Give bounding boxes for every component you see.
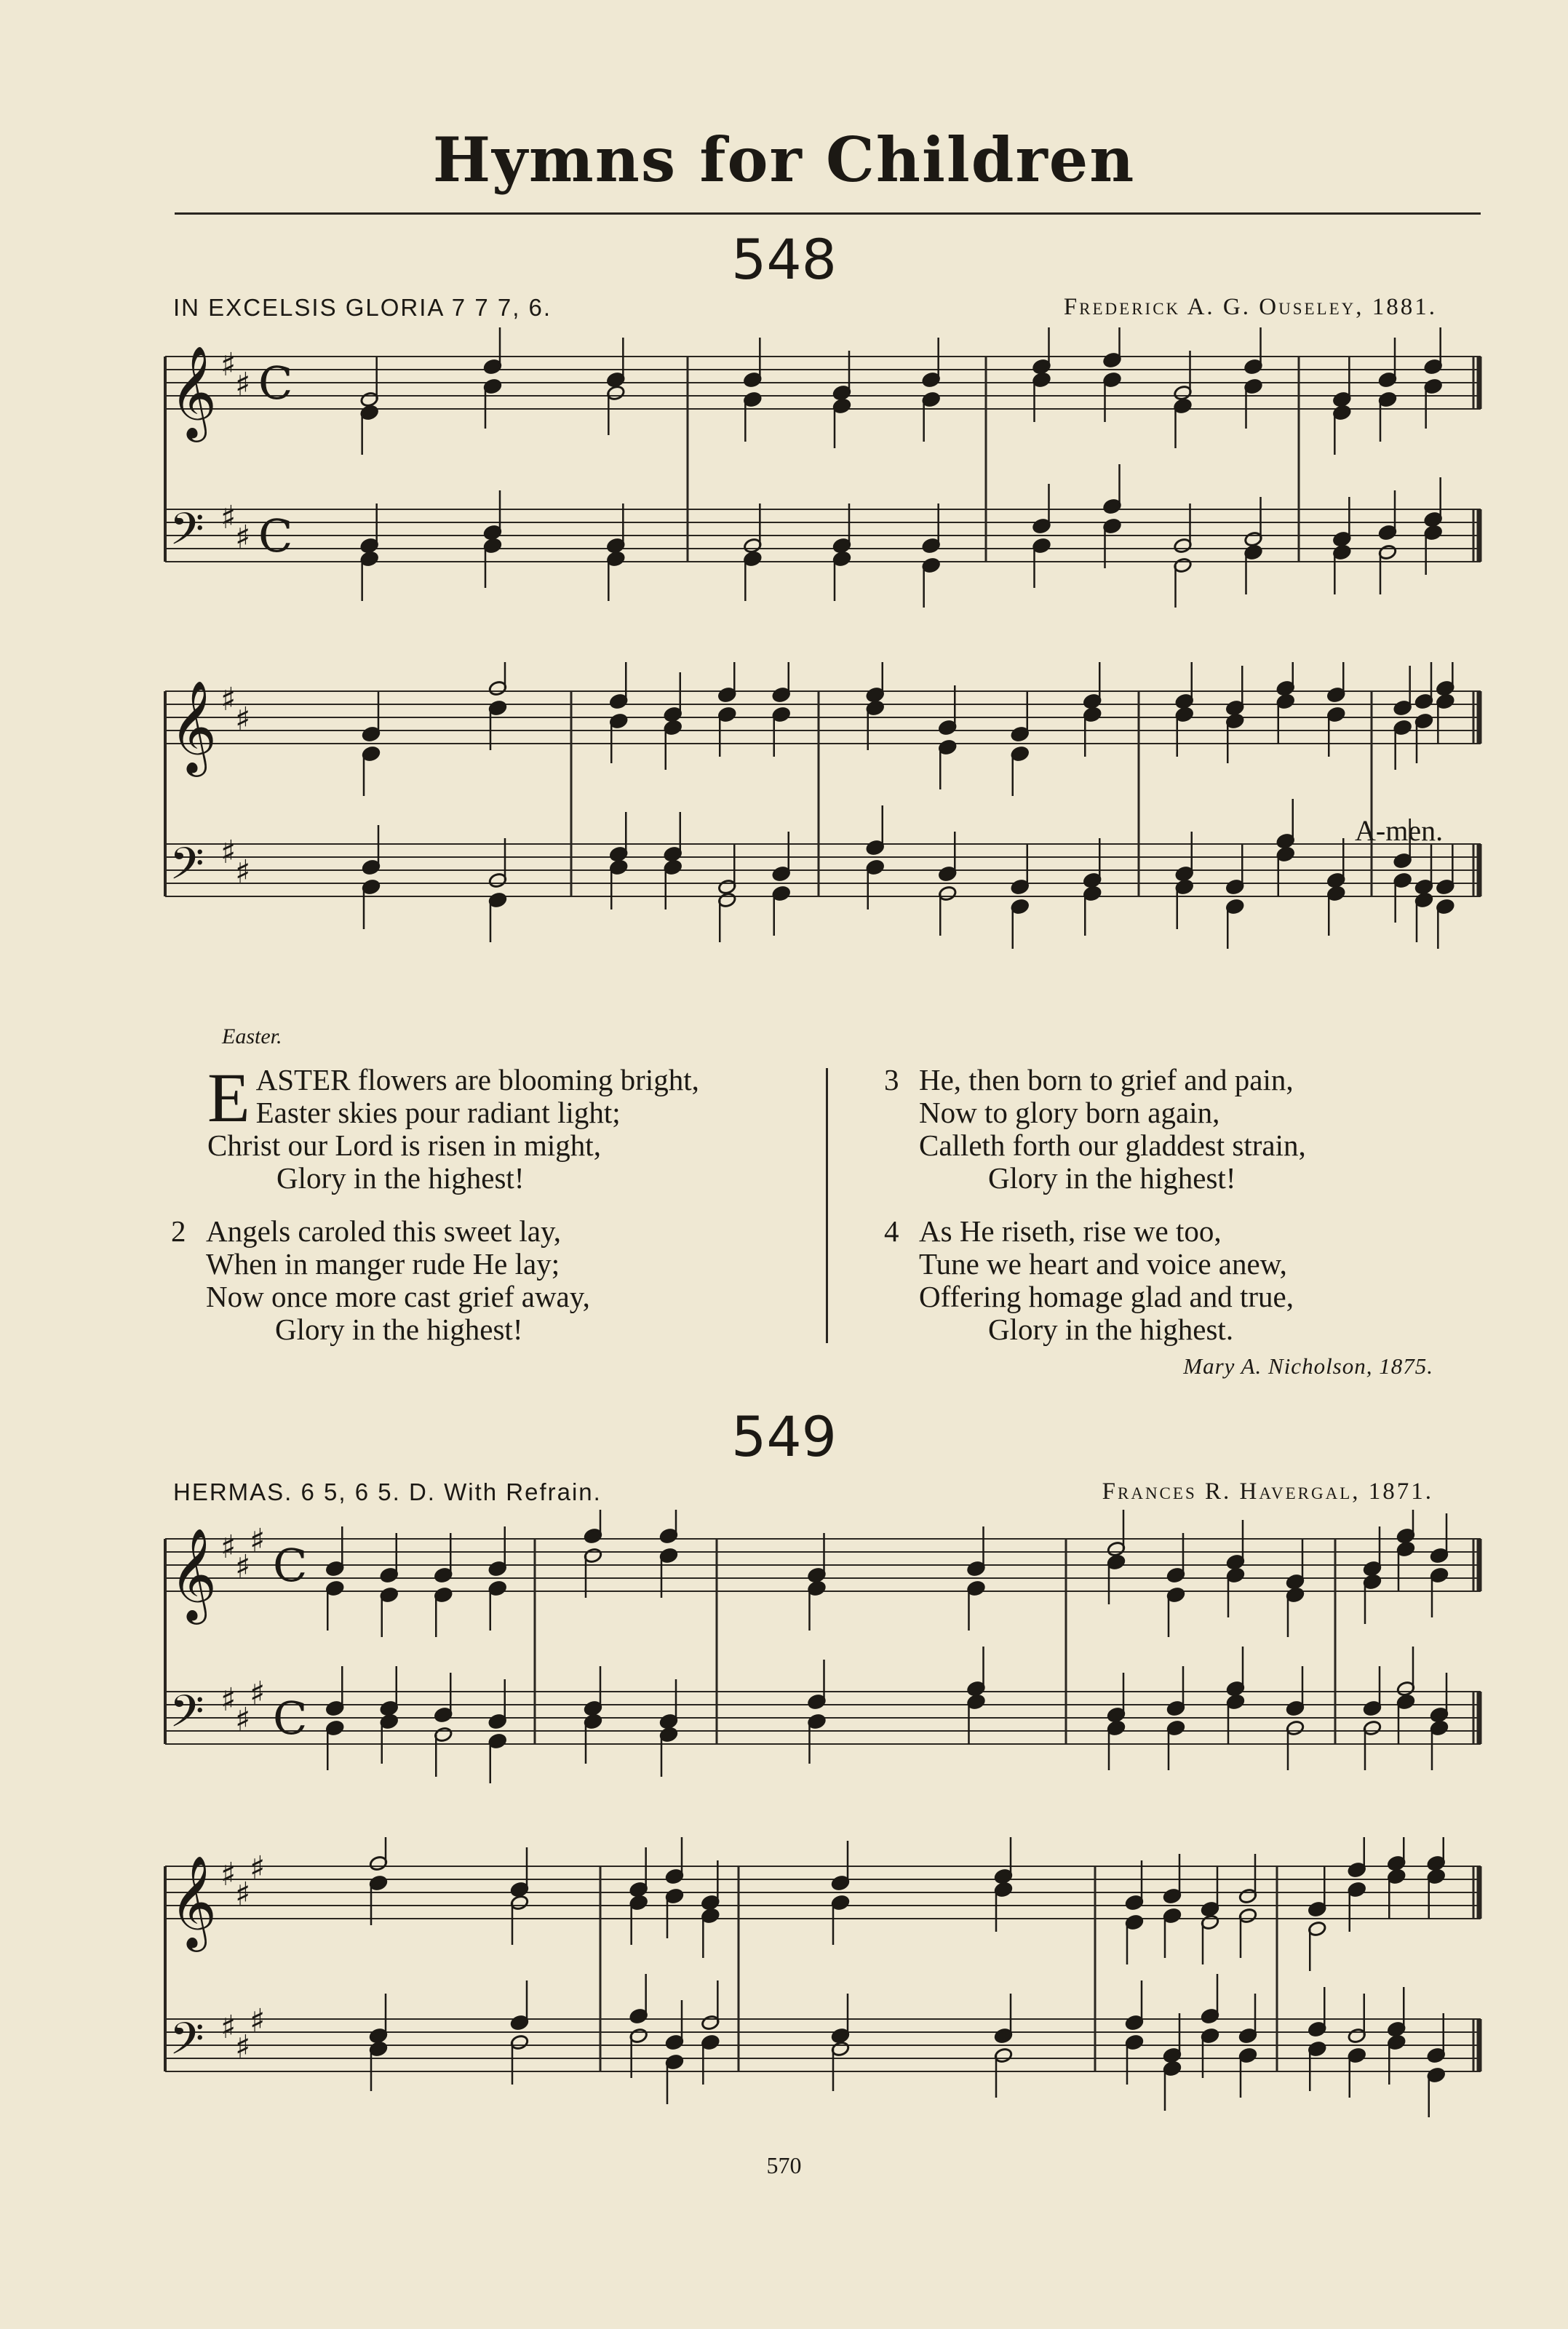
verse-4	[884, 1215, 1466, 1346]
sharp-icon: ♯	[250, 1675, 266, 1712]
verse-2-line-2: When in manger rude He lay;	[206, 1247, 560, 1281]
sharp-icon: ♯	[250, 1522, 266, 1559]
verse-3-line-4: Glory in the highest!	[988, 1161, 1236, 1195]
verse-2-line-3: Now once more cast grief away,	[206, 1280, 590, 1313]
hymn-548-composer: Frederick A. G. Ouseley, 1881.	[1063, 294, 1437, 320]
sharp-icon: ♯	[235, 1701, 251, 1738]
verse-4-line-4: Glory in the highest.	[988, 1313, 1234, 1346]
treble-clef-icon: 𝄞	[170, 345, 218, 438]
common-time-icon: C	[258, 357, 293, 410]
hymn-548-author: Mary A. Nicholson, 1875.	[1183, 1353, 1433, 1379]
hymn-548-score-system-1	[164, 327, 1488, 648]
verse-2-line-1: Angels caroled this sweet lay,	[206, 1214, 562, 1248]
common-time-icon: C	[273, 1692, 308, 1745]
verse-4-number: 4	[884, 1214, 899, 1248]
hymn-548-tune: IN EXCELSIS GLORIA 7 7 7, 6.	[173, 294, 552, 321]
treble-clef-icon: 𝄞	[170, 680, 218, 773]
verse-1-line-4: Glory in the highest!	[276, 1161, 525, 1195]
common-time-icon: C	[273, 1539, 308, 1592]
verse-column-divider	[826, 1068, 828, 1343]
verse-1	[207, 1059, 819, 1195]
hymn-549-tune: HERMAS. 6 5, 6 5. D. With Refrain.	[173, 1478, 602, 1505]
bass-clef-icon: 𝄢	[170, 838, 204, 901]
verse-2-line-4: Glory in the highest!	[275, 1313, 523, 1346]
verse-3	[884, 1064, 1466, 1195]
verse-1-line-3: Christ our Lord is risen in might,	[207, 1128, 601, 1162]
occasion-label: Easter.	[222, 1024, 282, 1048]
title-rule	[175, 212, 1481, 215]
sharp-icon: ♯	[235, 853, 251, 891]
hymn-549-score-system-2	[164, 1837, 1488, 2157]
sharp-icon: ♯	[220, 681, 236, 718]
verse-3-line-2: Now to glory born again,	[919, 1096, 1220, 1129]
verse-3-number: 3	[884, 1063, 899, 1096]
sharp-icon: ♯	[220, 499, 236, 536]
verse-1-line-1: ASTER flowers are blooming bright,	[255, 1063, 699, 1096]
verse-4-line-2: Tune we heart and voice anew,	[919, 1247, 1287, 1281]
verse-2-number: 2	[171, 1214, 186, 1248]
sharp-icon: ♯	[235, 2029, 251, 2066]
sharp-icon: ♯	[220, 2009, 236, 2046]
hymn-549-score-system-1	[164, 1510, 1488, 1830]
sharp-icon: ♯	[235, 519, 251, 556]
verse-2	[171, 1215, 819, 1346]
sharp-icon: ♯	[235, 701, 251, 738]
sharp-icon: ♯	[220, 346, 236, 383]
bass-clef-icon: 𝄢	[170, 1686, 204, 1748]
treble-clef-icon: 𝄞	[170, 1855, 218, 1948]
amen-lyric: A-men.	[1355, 814, 1444, 847]
verse-1-dropcap: E	[207, 1059, 250, 1136]
hymn-548-number: 548	[731, 227, 837, 292]
sharp-icon: ♯	[250, 2002, 266, 2039]
verse-1-line-2: Easter skies pour radiant light;	[255, 1096, 621, 1129]
sharp-icon: ♯	[235, 1548, 251, 1585]
sharp-icon: ♯	[235, 1876, 251, 1913]
sharp-icon: ♯	[220, 1529, 236, 1566]
verse-3-line-3: Calleth forth our gladdest strain,	[919, 1128, 1306, 1162]
verse-3-line-1: He, then born to grief and pain,	[919, 1063, 1294, 1096]
bass-clef-icon: 𝄢	[170, 2013, 204, 2076]
sharp-icon: ♯	[235, 366, 251, 403]
bass-clef-icon: 𝄢	[170, 503, 204, 566]
hymn-549-composer: Frances R. Havergal, 1871.	[1102, 1478, 1433, 1505]
sharp-icon: ♯	[250, 1850, 266, 1887]
section-title: Hymns for Children	[432, 124, 1136, 196]
common-time-icon: C	[258, 509, 293, 562]
verse-4-line-3: Offering homage glad and true,	[919, 1280, 1294, 1313]
treble-clef-icon: 𝄞	[170, 1527, 218, 1620]
sharp-icon: ♯	[220, 834, 236, 871]
sharp-icon: ♯	[220, 1681, 236, 1719]
hymn-548-score-system-2	[164, 662, 1488, 982]
page-number: 570	[766, 2152, 802, 2178]
sharp-icon: ♯	[220, 1856, 236, 1893]
verse-4-line-1: As He riseth, rise we too,	[919, 1214, 1222, 1248]
hymn-549-number: 549	[731, 1404, 837, 1469]
